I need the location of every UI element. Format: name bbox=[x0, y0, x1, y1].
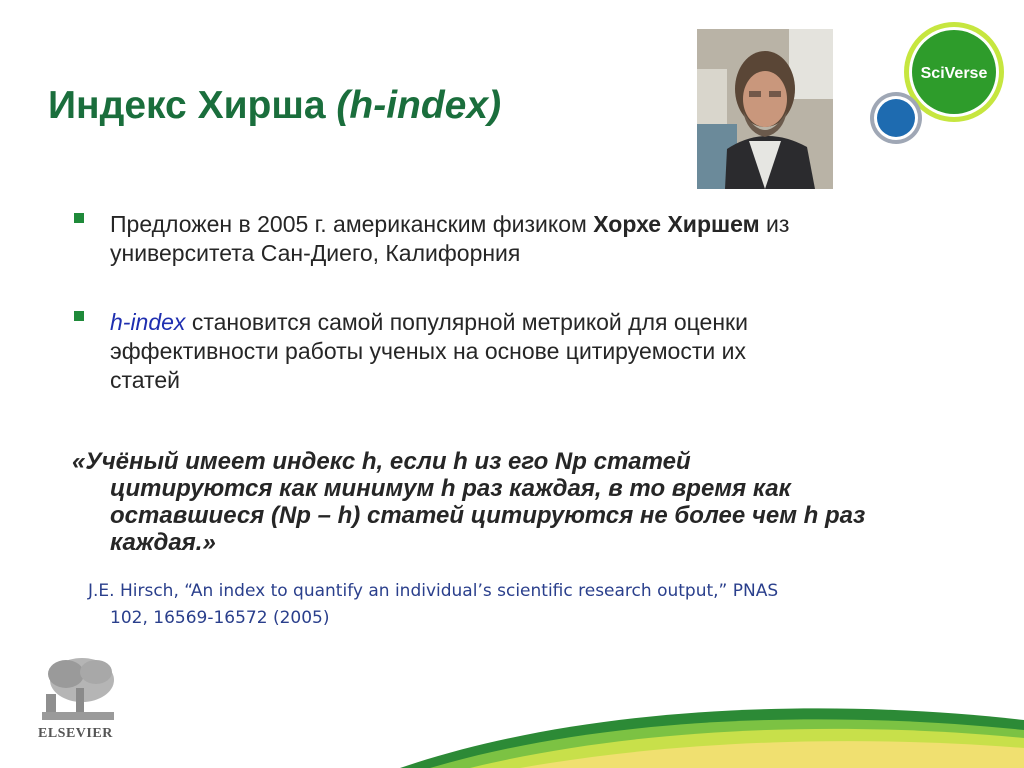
h-index-term: h-index bbox=[110, 309, 186, 335]
quote-line: «Учёный имеет индекс h, если h из его Np статей bbox=[72, 448, 691, 475]
bullet-text: из университета Сан-Диего, Калифорния bbox=[110, 211, 790, 266]
portrait-photo bbox=[697, 29, 833, 189]
slide-title bbox=[48, 84, 501, 128]
bullet-text: Предложен в 2005 г. американским физиком bbox=[110, 211, 594, 237]
definition-quote bbox=[72, 448, 892, 556]
elsevier-wordmark: ELSEVIER bbox=[38, 726, 113, 741]
sciverse-logo-text: SciVerse bbox=[920, 65, 988, 82]
square-bullet-icon bbox=[74, 213, 84, 223]
bullet-text: становится самой популярной метрикой для оценки эффективности работы ученых на основе цитируемости их статей bbox=[110, 309, 748, 393]
title-accent: (h-index) bbox=[336, 84, 502, 127]
citation-line: 102, 16569-16572 (2005) bbox=[110, 608, 330, 628]
citation-line: J.E. Hirsch, “An index to quantify an individual’s scientific research output,” PNAS bbox=[88, 581, 779, 601]
square-bullet-icon bbox=[74, 311, 84, 321]
bullet-list bbox=[72, 210, 812, 395]
bullet-item bbox=[72, 210, 812, 268]
title-main: Индекс Хирша bbox=[48, 84, 337, 127]
quote-line: цитируются как минимум h раз каждая, в то время как оставшиеся (Np – h) статей цитируются не более чем h раз каждая.» bbox=[110, 475, 866, 556]
bullet-bold: Хорхе Хиршем bbox=[593, 211, 760, 237]
citation bbox=[88, 578, 848, 632]
sciverse-logo bbox=[862, 14, 1012, 154]
bullet-item bbox=[72, 308, 812, 395]
